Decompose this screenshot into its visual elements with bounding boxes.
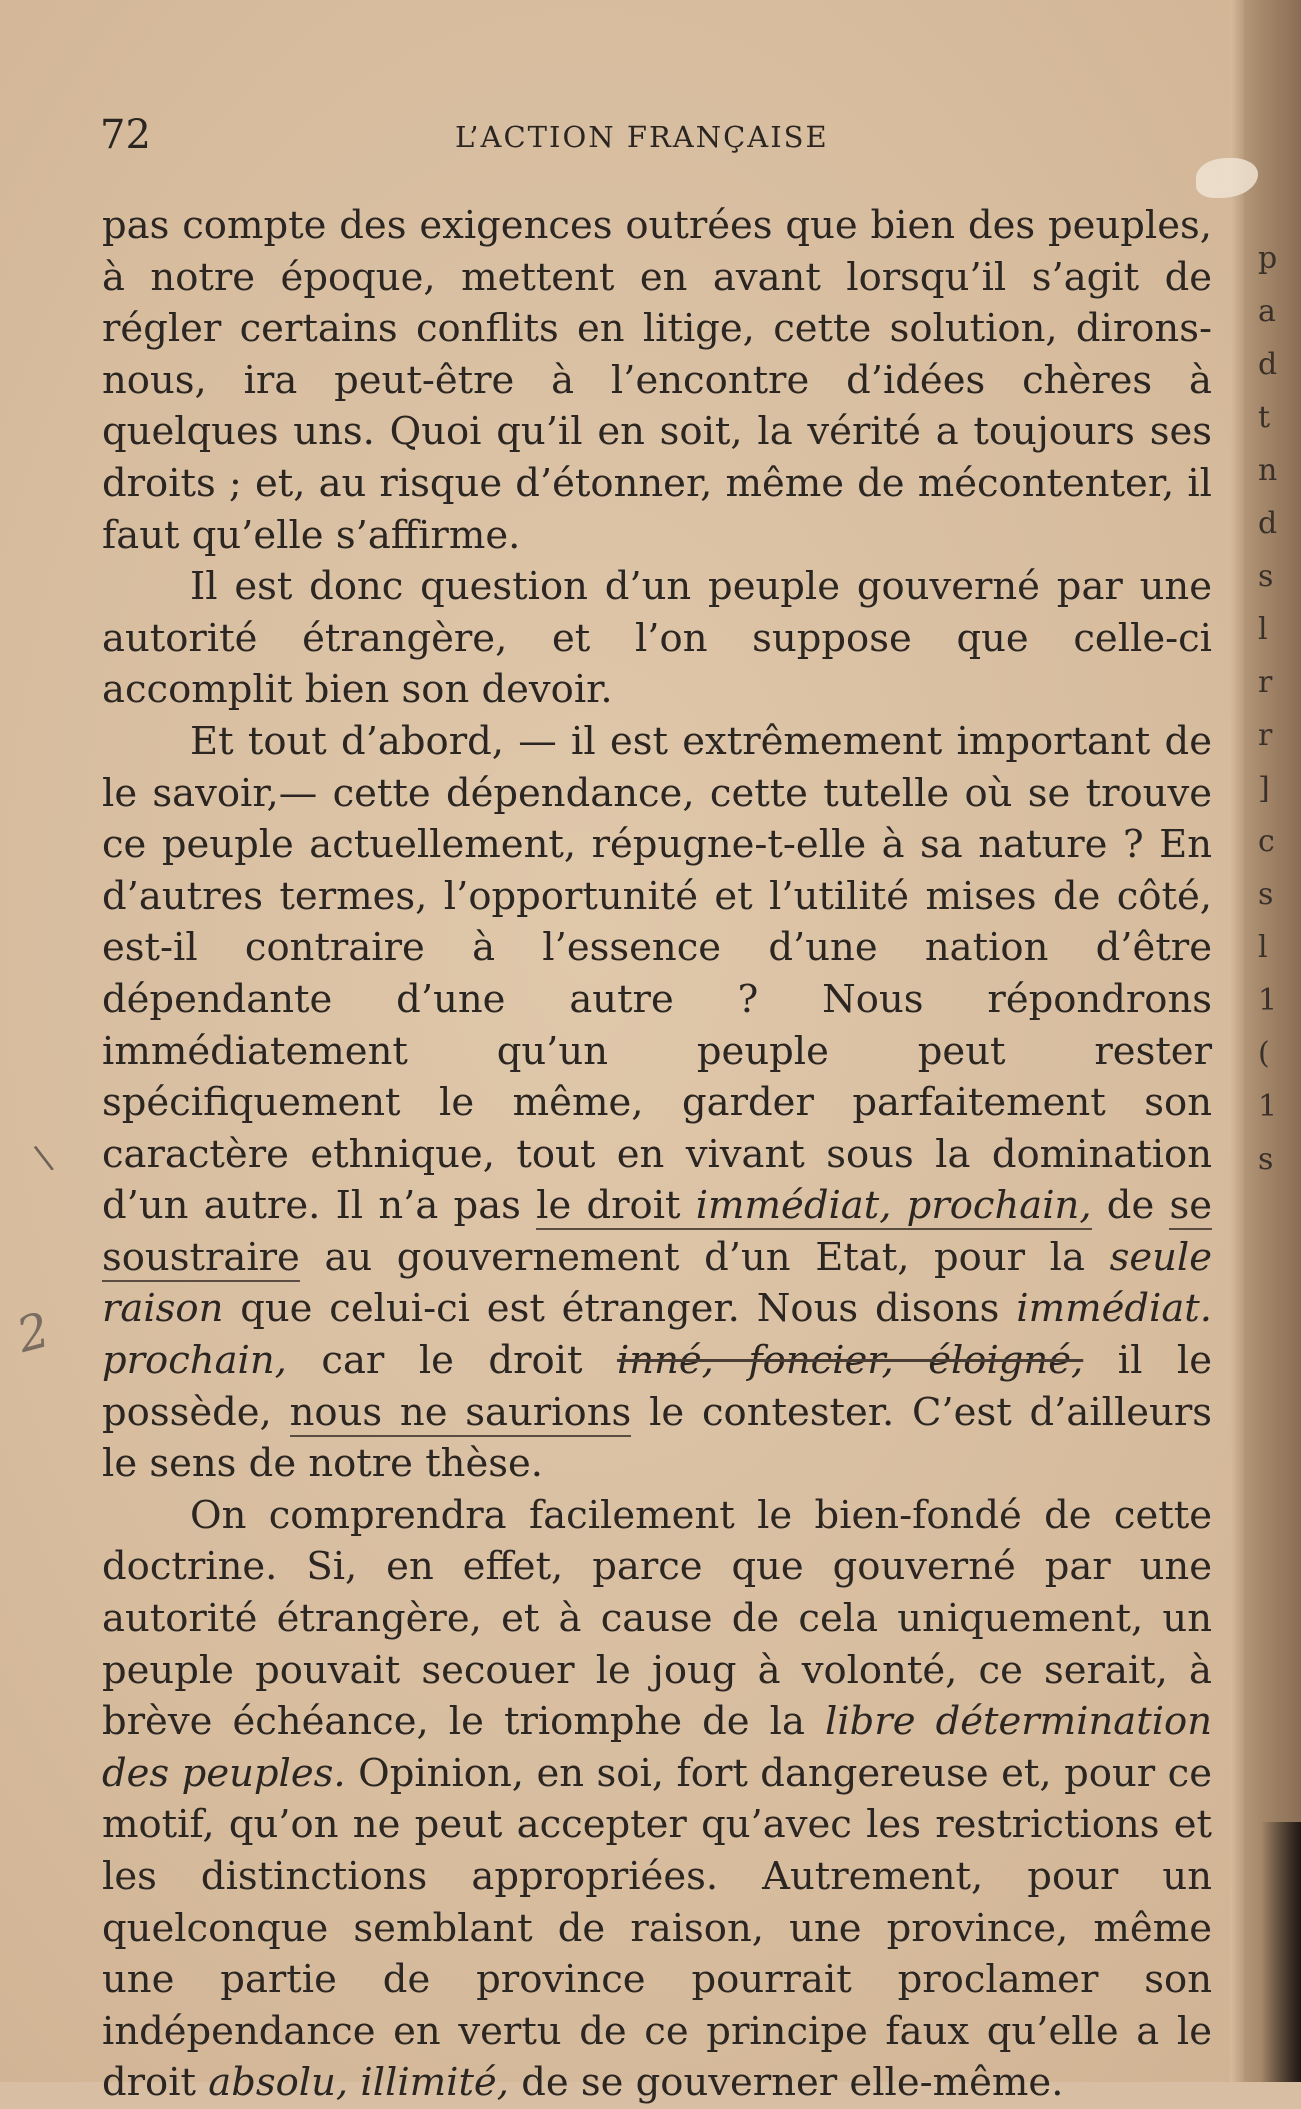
- facing-page-letter: (: [1258, 1036, 1270, 1071]
- italic-text: absolu, illimité,: [208, 2060, 509, 2106]
- paragraph-4: [102, 1490, 1212, 2109]
- underlined-text: nous ne saurions: [289, 1389, 632, 1435]
- facing-page-letter: t: [1258, 400, 1271, 435]
- facing-page-letter: s: [1258, 877, 1274, 912]
- facing-page-letter: 1: [1258, 983, 1278, 1018]
- facing-page-letter: s: [1258, 559, 1274, 594]
- italic-struck-text: inné, foncier, éloigné,: [616, 1338, 1084, 1384]
- facing-page-letter: n: [1258, 453, 1278, 488]
- text-run: On comprendra facilement le bien-fondé de cette doctrine. Si, en effet, parce que gouverné par une autorité étrangère, et à cause de cela uniquement, un peuple pouvait secouer le joug à volonté, ce serait, à brève échéance, le triomphe de la: [102, 1492, 1212, 1745]
- text-run: il le possède,: [102, 1338, 1212, 1435]
- italic-underlined-text: immédiat, prochain,: [695, 1183, 1092, 1229]
- text-run: le contester. C’est d’ailleurs le sens de notre thèse.: [102, 1389, 1213, 1487]
- paragraph-3: [102, 716, 1212, 1490]
- text-run: car le droit: [286, 1338, 617, 1384]
- text-run: pas compte des exigences outrées que bien des peuples, à notre époque, mettent en avant lorsqu’il s’agit de régler certains conflits en litige, cette solution, dirons-nous, ira peut-être à l’encontre d’idées chères à quelques uns. Quoi qu’il en soit, la vérité a toujours ses droits ; et, au risque d’étonner, même de mécontenter, il faut qu’elle s’affirme.: [102, 203, 1212, 558]
- text-run: Et tout d’abord, — il est extrêmement important de le savoir,— cette dépendance, cette tutelle où se trouve ce peuple actuellement, répugne-t-elle à sa nature ? En d’autres termes, l’opportunité et l’utilité mises de côté, est-il contraire à l’essence d’une nation d’être dépendante d’une autre ? Nous répondrons immédiatement qu’un peuple peut rester spécifiquement le même, garder parfaitement son caractère ethnique, tout en vivant sous la domination d’un autre. Il n’a pas: [102, 718, 1212, 1229]
- text-run: Opinion, en soi, fort dangereuse et, pour ce motif, qu’on ne peut accepter qu’avec les restrictions et les distinctions appropriées. Autrement, pour un quelconque semblant de raison, une province, même une partie de province pourrait proclamer son indépendance en vertu de ce principe faux qu’elle a le droit: [102, 1750, 1212, 2106]
- underlined-text: le droit: [536, 1183, 696, 1229]
- page-number: 72: [100, 112, 151, 158]
- text-run: au gouvernement d’un Etat, pour la: [299, 1234, 1110, 1280]
- underlined-text: se soustraire: [102, 1183, 1213, 1280]
- facing-page-letter: c: [1258, 824, 1275, 859]
- facing-page-letter: s: [1258, 1142, 1274, 1177]
- text-run: que celui-ci est étranger. Nous disons: [223, 1286, 1017, 1332]
- facing-page-letter: a: [1258, 294, 1276, 329]
- facing-page-letters: [1258, 232, 1298, 1186]
- shadow-corner: [1261, 1822, 1301, 2082]
- page-binding-edge: [1230, 0, 1244, 2082]
- text-run: de: [1091, 1183, 1170, 1229]
- facing-page-letter: 1: [1258, 1089, 1278, 1124]
- italic-text: seule raison: [102, 1234, 1212, 1332]
- paragraph-1: [102, 200, 1212, 561]
- facing-page-letter: r: [1258, 665, 1273, 700]
- italic-text: libre détermination des peuples.: [102, 1699, 1212, 1796]
- page-header: [100, 112, 1220, 162]
- pencil-number: 2: [11, 1302, 56, 1364]
- facing-page-letter: p: [1258, 241, 1278, 276]
- facing-page-letter: d: [1258, 347, 1278, 382]
- italic-text: immédiat. prochain,: [102, 1286, 1212, 1384]
- facing-page-letter: l: [1258, 930, 1268, 965]
- paragraph-2: [102, 561, 1212, 716]
- body-text: [102, 200, 1212, 2109]
- running-head: L’ACTION FRANÇAISE: [455, 120, 829, 154]
- pencil-mark: \: [31, 1137, 56, 1179]
- facing-page-letter: d: [1258, 506, 1278, 541]
- facing-page-letter: ]: [1258, 771, 1270, 806]
- text-run: de se gouverner elle-même.: [508, 2060, 1064, 2106]
- text-run: Il est donc question d’un peuple gouverné par une autorité étrangère, et l’on suppose que celle-ci accomplit bien son devoir.: [102, 564, 1212, 713]
- facing-page-letter: l: [1258, 612, 1268, 647]
- facing-page-letter: r: [1258, 718, 1273, 753]
